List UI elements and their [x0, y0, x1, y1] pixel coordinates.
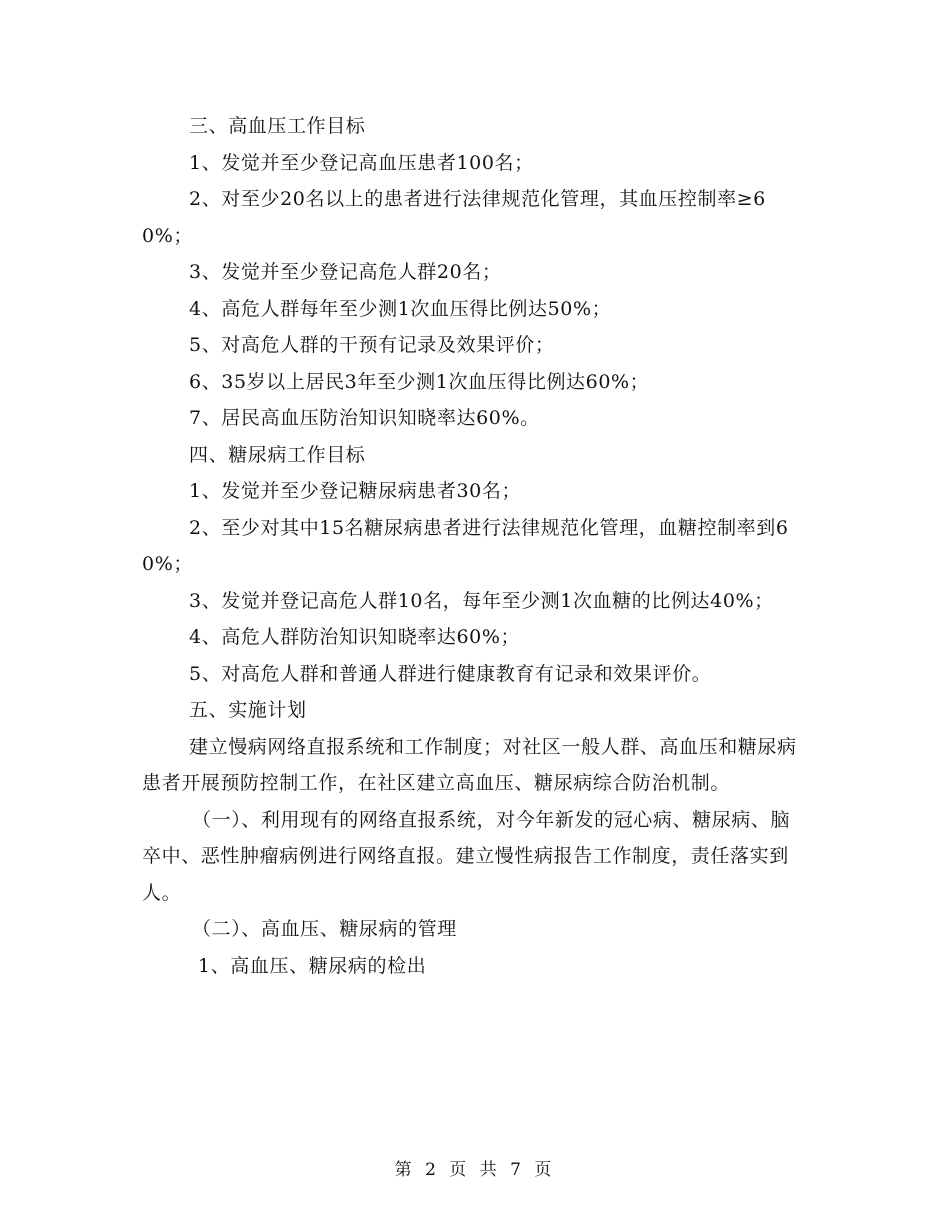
subsection-heading: （二）、高血压、糖尿病的管理	[192, 918, 457, 940]
paragraph: 5、对高危人群和普通人群进行健康教育有记录和效果评价。	[189, 662, 712, 685]
paragraph: 1、发觉并至少登记高血压患者100名；	[189, 151, 534, 174]
paragraph: 5、对高危人群的干预有记录及效果评价；	[189, 334, 555, 356]
paragraph: 3、发觉并登记高危人群10名，每年至少测1次血糖的比例达40%；	[189, 589, 774, 612]
paragraph: 4、高危人群每年至少测1次血压得比例达50%；	[189, 297, 612, 320]
section-heading-diabetes: 四、糖尿病工作目标	[189, 443, 366, 466]
subsection-paragraph: （一）、利用现有的网络直报系统，对今年新发的冠心病、糖尿病、脑卒中、恶性肿瘤病例进行网络直报。建立慢性病报告工作制度，责任落实到人。	[142, 808, 791, 904]
paragraph: 6、35岁以上居民3年至少测1次血压得比例达60%；	[189, 370, 650, 393]
section-heading-hypertension: 三、高血压工作目标	[189, 115, 366, 137]
paragraph: 建立慢病网络直报系统和工作制度；对社区一般人群、高血压和糖尿病患者开展预防控制工作，在社区建立高血压、糖尿病综合防治机制。	[142, 735, 797, 794]
paragraph: 2、至少对其中15名糖尿病患者进行法律规范化管理，血糖控制率到60%；	[142, 516, 789, 575]
paragraph: 4、高危人群防治知识知晓率达60%；	[189, 626, 521, 648]
paragraph: 1、发觉并至少登记糖尿病患者30名；	[189, 480, 522, 502]
page-number-footer: 第 2 页 共 7 页	[394, 1160, 556, 1180]
paragraph: 7、居民高血压防治知识知晓率达60%。	[189, 407, 540, 429]
paragraph: 2、对至少20名以上的患者进行法律规范化管理，其血压控制率≥60%；	[142, 188, 766, 247]
paragraph: 3、发觉并至少登记高危人群20名；	[189, 261, 502, 283]
sub-item-heading: 1、高血压、糖尿病的检出	[198, 954, 427, 977]
section-heading-plan: 五、实施计划	[189, 699, 307, 721]
document-body	[142, 108, 807, 984]
